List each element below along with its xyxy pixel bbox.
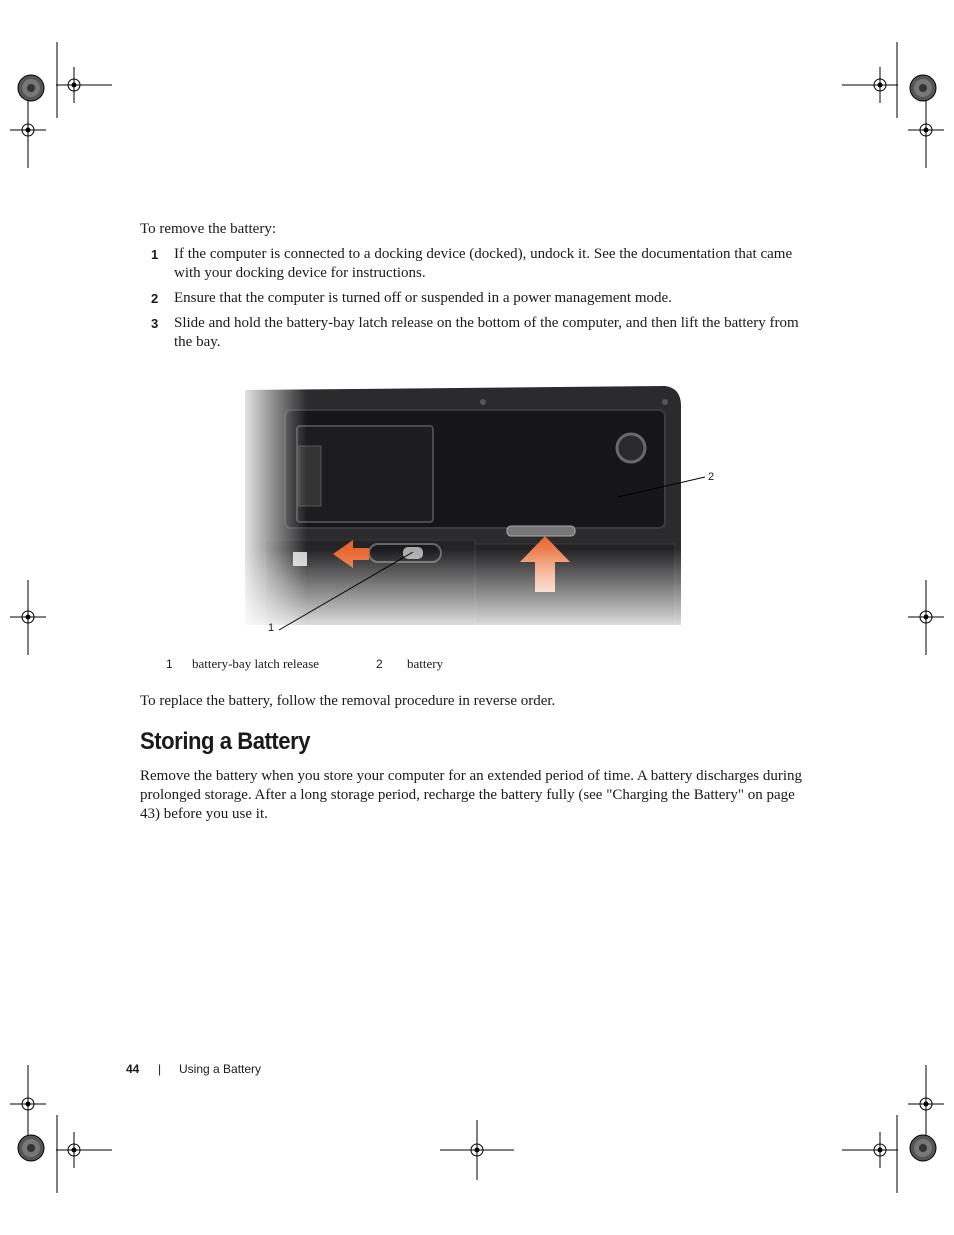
replace-text: To replace the battery, follow the removal procedure in reverse order.: [140, 693, 556, 709]
intro-text: To remove the battery:: [140, 221, 276, 237]
step-number: 1: [151, 247, 159, 262]
legend-number: 2: [376, 657, 383, 671]
callout-1-label: 1: [268, 622, 275, 634]
footer-chapter: Using a Battery: [179, 1062, 262, 1076]
step-number: 3: [151, 316, 159, 331]
step-text: Slide and hold the battery-bay latch release on the bottom of the computer, and then lift the battery from the bay.: [174, 315, 799, 350]
section-body: Remove the battery when you store your computer for an extended period of time. A battery discharges during prolonged storage. After a long storage period, recharge the battery fully (see "Charging the Battery" on page 43) before you use it.: [140, 768, 803, 822]
legend-item-1: [166, 656, 320, 672]
step-number: 2: [151, 291, 159, 306]
legend-item-2: [376, 656, 444, 672]
callout-2-label: 2: [708, 471, 715, 483]
legend-label: battery-bay latch release: [192, 656, 320, 671]
registration-rosette: [18, 75, 44, 101]
legend-number: 1: [166, 657, 173, 671]
battery-removal-figure: [235, 380, 715, 640]
step-text: If the computer is connected to a docking device (docked), undock it. See the documentation that came with your docking device for instructions.: [174, 246, 793, 281]
legend-label: battery: [407, 656, 444, 671]
step-text: Ensure that the computer is turned off or suspended in a power management mode.: [174, 290, 672, 306]
section-heading: Storing a Battery: [140, 728, 311, 755]
footer-separator: |: [158, 1062, 162, 1076]
page-number: 44: [126, 1062, 140, 1076]
